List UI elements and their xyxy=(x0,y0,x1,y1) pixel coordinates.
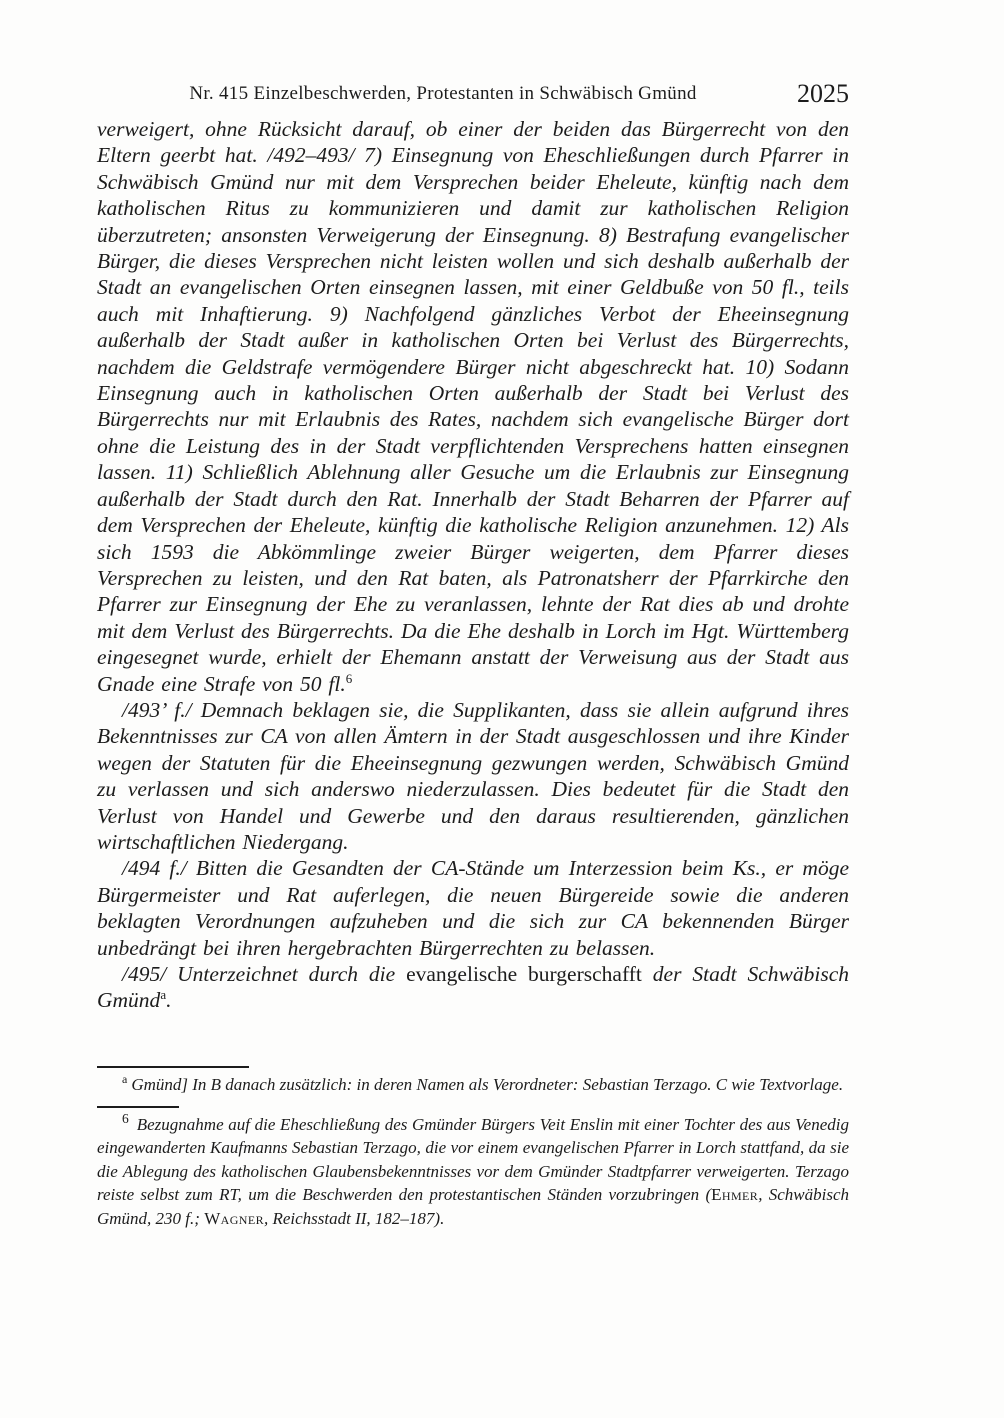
main-text xyxy=(97,116,849,1014)
page-number: 2025 xyxy=(797,79,849,108)
paragraph-complaints-text: verweigert, ohne Rücksicht darauf, ob einer der beiden das Bürgerrecht von den Eltern geerbt hat. /492–493/ 7) Einsegnung von Eheschließungen durch Pfarrer in Schwäbisch Gmünd nur mit dem Versprechen beider Eheleute, künftig nach dem katholischen Ritus zu kommunizieren und damit zur katholischen Religion überzutreten; ansonsten Verweigerung der Einsegnung. 8) Bestrafung evangelischer Bürger, die dieses Versprechen nicht leisten wollen und sich deshalb außerhalb der Stadt an evangelischen Orten einsegnen lassen, mit einer Geldbuße von 50 fl., teils auch mit Inhaftierung. 9) Nachfolgend gänzliches Verbot der Eheeinsegnung außerhalb der Stadt außer in katholischen Orten bei Verlust des Bürgerrechts, nachdem die Geldstrafe vermögendere Bürger nicht abgeschreckt hat. 10) Sodann Einsegnung auch in katholischen Orten außerhalb der Stadt bei Verlust des Bürgerrechts nur mit Erlaubnis des Rates, nachdem sich evangelische Bürger dort ohne die Leistung des in der Stadt verpflichtenden Versprechens hatten einsegnen lassen. 11) Schließlich Ablehnung aller Gesuche um die Erlaubnis zur Einsegnung außerhalb der Stadt durch den Rat. Innerhalb der Stadt Beharren der Pfarrer auf dem Versprechen der Eheleute, künftig die katholische Religion anzunehmen. 12) Als sich 1593 die Abkömmlinge zweier Bürger weigerten, dem Pfarrer dieses Versprechen zu leisten, und den Rat baten, als Patronatsherr der Pfarrkirche den Pfarrer zur Einsegnung der Ehe zu veranlassen, lehnte der Rat dies ab und drohte mit dem Verlust des Bürgerrechts. Da die Ehe deshalb in Lorch im Hgt. Württemberg eingesegnet wurde, erhielt der Ehemann anstatt der Verweisung aus der Stadt aus Gnade eine Strafe von 50 fl. xyxy=(97,117,849,696)
footnote-6-cite-1: , Schwäbisch Gmünd, 230 f.; xyxy=(97,1185,849,1228)
signature-lead: /495/ Unterzeichnet durch die xyxy=(122,962,407,986)
footnote-rule-commentary xyxy=(97,1106,179,1108)
running-header xyxy=(97,80,849,108)
footnote-commentary-6 xyxy=(97,1110,849,1231)
running-header-title: Nr. 415 Einzelbeschwerden, Protestanten in Schwäbisch Gmünd xyxy=(189,83,697,104)
paragraph-supplication: /493’ f./ Demnach beklagen sie, die Supplikanten, dass sie allein aufgrund ihres Bekenntnisses zur CA von allen Ämtern in der Stadt ausgeschlossen und ihre Kinder wegen der Statuten für die Eheeinsegnung gezwungen werden, Schwäbisch Gmünd zu verlassen und sich anderswo niederzulassen. Dies bedeutet für die Stadt den Verlust von Handel und Gewerbe und den daraus resultierenden, gänzlichen wirtschaftlichen Niedergang. xyxy=(97,697,849,854)
footnote-6-text: Bezugnahme auf die Eheschließung des Gmünder Bürgers Veit Enslin mit einer Tochter des aus Venedig eingewanderten Kaufmanns Sebastian Terzago, die vor einem evangelischen Pfarrer in Lorch stattfand, da sie die Ablegung des katholischen Glaubensbekenntnisses vor dem Gmünder Stadtpfarrer verweigerten. Terzago reiste selbst zum RT, um die Beschwerden den protestantischen Ständen vorzubringen ( xyxy=(97,1114,849,1204)
footnote-ref-6: 6 xyxy=(345,670,353,686)
paragraph-signature xyxy=(97,961,849,1014)
signature-period: . xyxy=(166,988,172,1013)
footnote-marker-a: a xyxy=(122,1072,128,1087)
footnote-variant-a-text: Gmünd] In B danach zusätzlich: in deren Namen als Verordneter: Sebastian Terzago. C wie Textvorlage. xyxy=(131,1075,844,1094)
paragraph-petition: /494 f./ Bitten die Gesandten der CA-Stände um Interzession beim Ks., er möge Bürgermeister und Rat auferlegen, die neuen Bürgereide sowie die anderen beklagten Verordnungen aufzuheben und die sich zur CA bekennenden Bürger unbedrängt bei ihren hergebrachten Bürgerrechten zu belassen. xyxy=(97,856,849,960)
footnote-marker-6: 6 xyxy=(122,1110,129,1126)
footnote-variant-a xyxy=(97,1073,849,1097)
footnote-6-cite-2: , Reichsstadt II, 182–187). xyxy=(263,1208,445,1228)
footnote-area xyxy=(97,1066,849,1239)
footnote-6-author-wagner: Wagner xyxy=(204,1208,264,1228)
footnote-6-author-ehmer: Ehmer xyxy=(711,1185,759,1204)
signature-roman-quote: evangelische burgerschafft xyxy=(406,962,642,986)
footnote-rule-variants xyxy=(97,1066,249,1068)
paragraph-complaints xyxy=(97,116,849,697)
footnote-ref-a: a xyxy=(160,987,167,1003)
signature-tail: der Stadt Schwäbisch Gmünd xyxy=(97,962,849,1013)
